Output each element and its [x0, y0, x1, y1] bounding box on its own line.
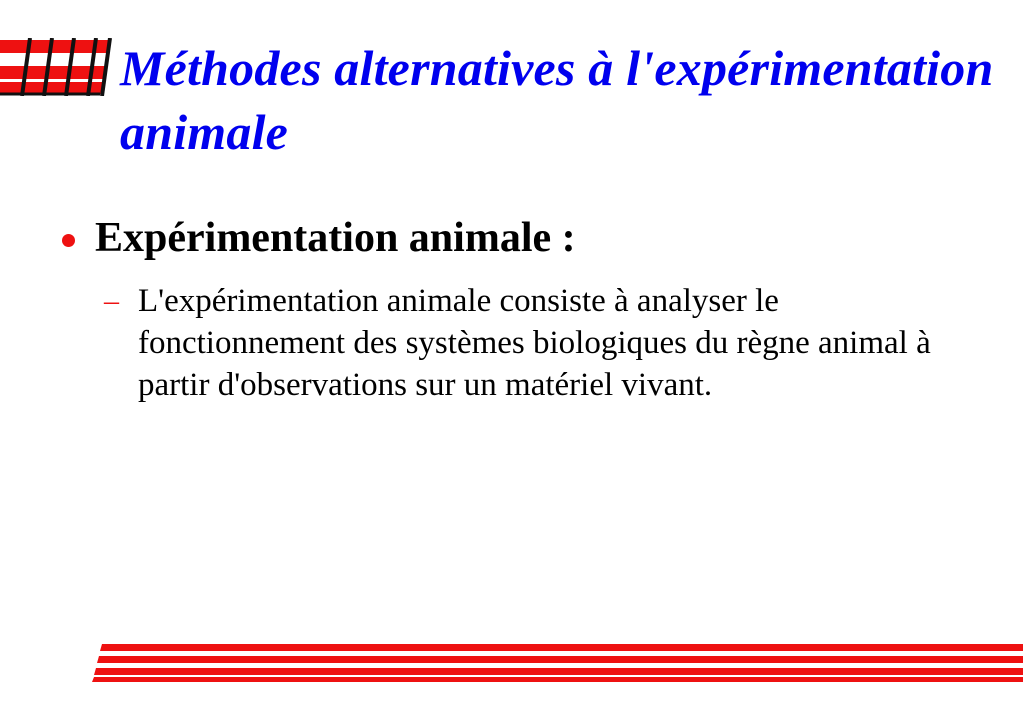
sub-bullet-item	[104, 280, 984, 406]
dash-icon: –	[104, 284, 119, 317]
bullet-item	[62, 210, 576, 266]
slide-title: Méthodes alternatives à l'expérimentation animale	[120, 40, 994, 160]
sub-bullet-text: L'expérimentation animale consiste à analyser le fonctionnement des systèmes biologiques du règne animal à partir d'observations sur un matériel vivant.	[138, 283, 931, 403]
bullet-heading: Expérimentation animale :	[95, 215, 576, 261]
red-dot-icon	[62, 234, 75, 247]
title-decoration-bars-icon	[0, 38, 112, 96]
footer-red-stripes-icon	[92, 644, 1023, 682]
